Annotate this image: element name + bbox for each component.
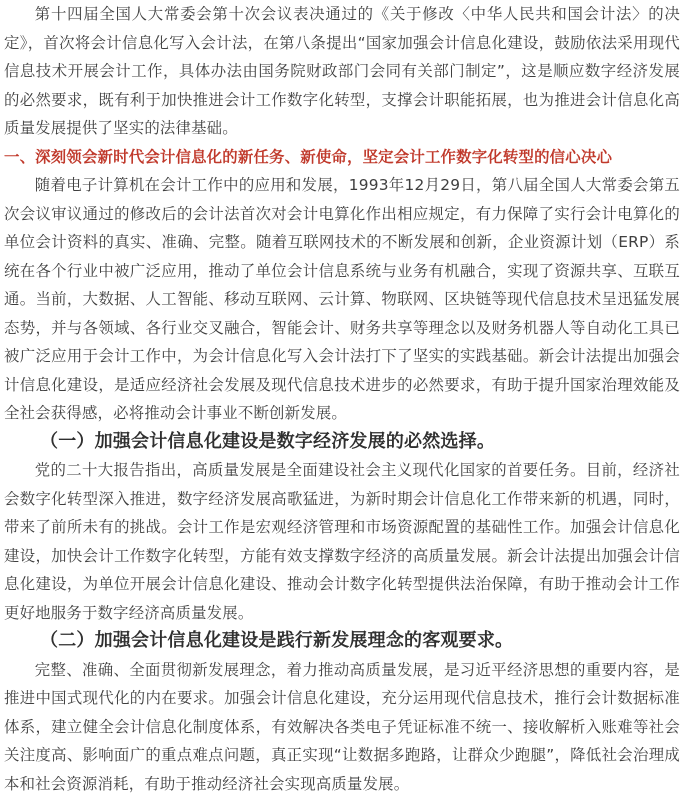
section-heading: 一、深刻领会新时代会计信息化的新任务、新使命，坚定会计工作数字化转型的信心决心 (4, 143, 680, 172)
subsection-paragraph-2: 完整、准确、全面贯彻新发展理念，着力推动高质量发展，是习近平经济思想的重要内容，是推进中国式现代化的内在要求。加强会计信息化建设，充分运用现代信息技术，推行会计数据标准体系，建立健全会计信息化制度体系，有效解决各类电子凭证标准不统一、接收解析入账难等社会关注度高、影响面广的重点难点问题，真正实现“让数据多跑路，让群众少跑腿”，降低社会治理成本和社会资源消耗，有助于推动经济社会实现高质量发展。 (4, 656, 680, 798)
intro-paragraph: 第十四届全国人大常委会第十次会议表决通过的《关于修改〈中华人民共和国会计法〉的决定》，首次将会计信息化写入会计法，在第八条提出“国家加强会计信息化建设，鼓励依法采用现代信息技术开展会计工作，具体办法由国务院财政部门会同有关部门制定”，这是顺应数字经济发展的必然要求，既有利于加快推进会计工作数字化转型，支撑会计职能拓展，也为推进会计信息化高质量发展提供了坚实的法律基础。 (4, 0, 680, 143)
section-paragraph: 随着电子计算机在会计工作中的应用和发展，1993年12月29日，第八届全国人大常委会第五次会议审议通过的修改后的会计法首次对会计电算化作出相应规定，有力保障了实行会计电算化的单位会计资料的真实、准确、完整。随着互联网技术的不断发展和创新，企业资源计划（ERP）系统在各个行业中被广泛应用，推动了单位会计信息系统与业务有机融合，实现了资源共享、互联互通。当前，大数据、人工智能、移动互联网、云计算、物联网、区块链等现代信息技术呈迅猛发展态势，并与各领域、各行业交叉融合，智能会计、财务共享等理念以及财务机器人等自动化工具已被广泛应用于会计工作中，为会计信息化写入会计法打下了坚实的实践基础。新会计法提出加强会计信息化建设，是适应经济社会发展及现代信息技术进步的必然要求，有助于提升国家治理效能及全社会获得感，必将推动会计事业不断创新发展。 (4, 171, 680, 428)
subsection-paragraph-1: 党的二十大报告指出，高质量发展是全面建设社会主义现代化国家的首要任务。目前，经济社会数字化转型深入推进，数字经济发展高歌猛进，为新时期会计信息化工作带来新的机遇，同时，带来了前所未有的挑战。会计工作是宏观经济管理和市场资源配置的基础性工作。加强会计信息化建设，加快会计工作数字化转型，方能有效支撑数字经济的高质量发展。新会计法提出加强会计信息化建设，为单位开展会计信息化建设、推动会计数字化转型提供法治保障，有助于推动会计工作更好地服务于数字经济高质量发展。 (4, 456, 680, 627)
subsection-heading-1: （一）加强会计信息化建设是数字经济发展的必然选择。 (4, 428, 680, 457)
subsection-heading-2: （二）加强会计信息化建设是践行新发展理念的客观要求。 (4, 627, 680, 656)
